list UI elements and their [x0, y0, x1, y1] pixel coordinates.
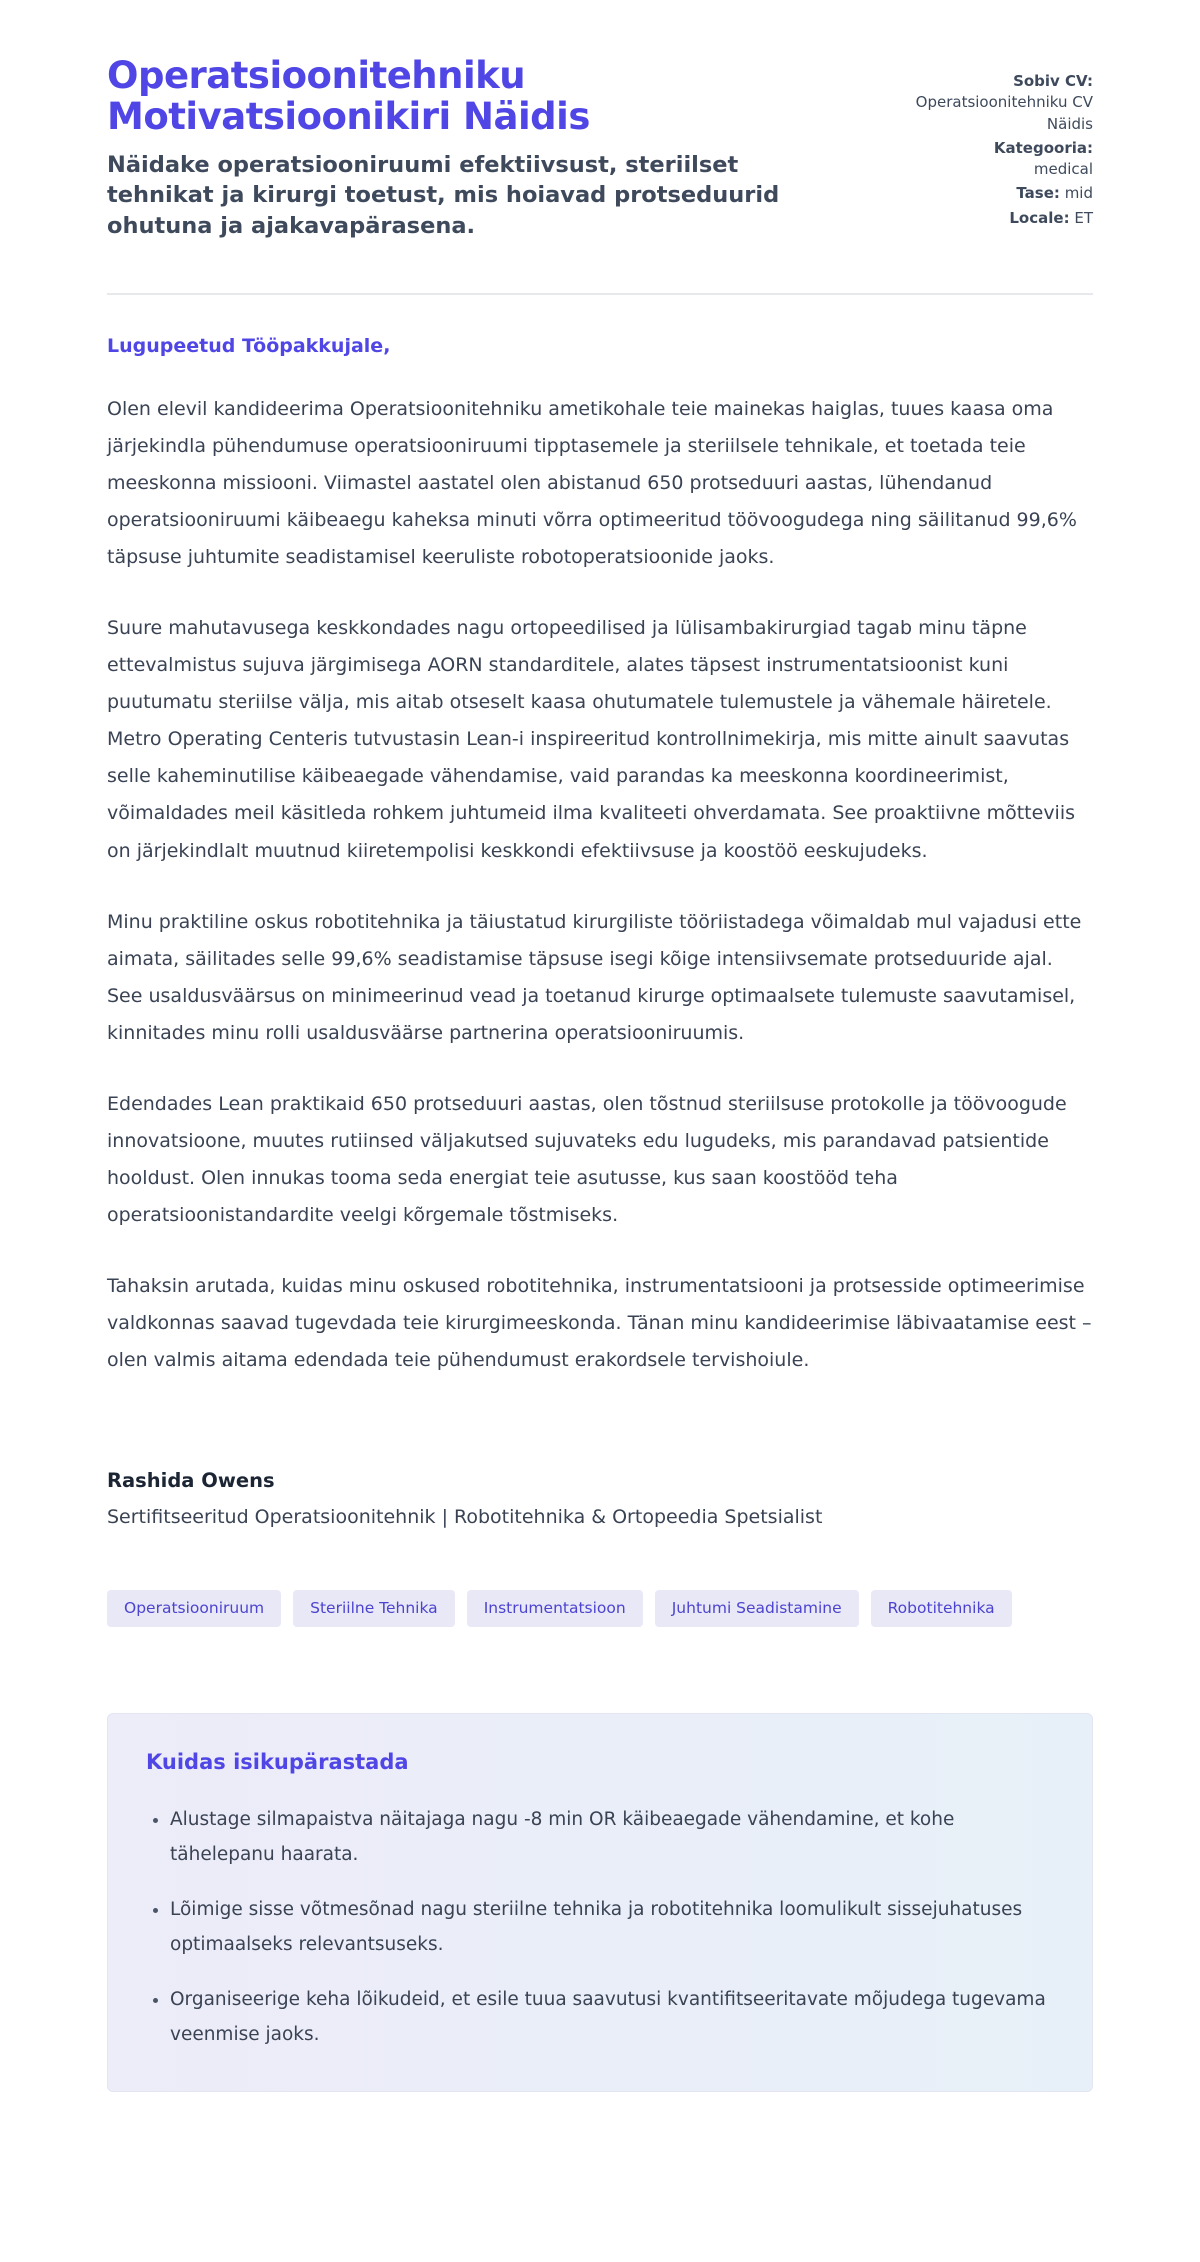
tag-chip[interactable]: Robotitehnika	[871, 1590, 1012, 1627]
meta-row-category	[913, 138, 1093, 181]
tag-chip[interactable]: Juhtumi Seadistamine	[655, 1590, 859, 1627]
tips-item: • Alustage silmapaistva näitajaga nagu -8 min OR käibeaegade vähendamine, et kohe tähelepanu haarata.	[170, 1802, 1054, 1872]
meta-row-locale	[913, 208, 1093, 229]
tips-item: • Organiseerige keha lõikudeid, et esile tuua saavutusi kvantifitseeritavate mõjudega tugevama veenmise jaoks.	[170, 1982, 1054, 2052]
tag-list	[107, 1590, 1093, 1627]
page-header	[107, 55, 1093, 241]
letter	[107, 335, 1093, 2092]
letter-paragraph: Minu praktiline oskus robotitehnika ja täiustatud kirurgiliste tööriistadega võimaldab mul vajadusi ette aimata, säilitades selle 99,6% seadistamise täpsuse isegi kõige intensiivsemate protseduuride ajal. See usaldusväärsus on minimeerinud vead ja toetanud kirurge optimaalsete tulemuste saavutamisel, kinnitades minu rolli usaldusväärse partnerina operatsiooniruumis.	[107, 910, 1082, 1044]
letter-paragraph: Tahaksin arutada, kuidas minu oskused robotitehnika, instrumentatsiooni ja protsesside optimeerimise valdkonnas saavad tugevdada teie kirurgimeeskonda. Tänan minu kandideerimise läbivaatamise eest – olen valmis aitama edendada teie pühendumust erakordsele tervishoiule.	[107, 1274, 1092, 1372]
page-title: Operatsioonitehniku Motivatsioonikiri Näidis	[107, 54, 590, 139]
meta-locale-label: Locale:	[1009, 208, 1070, 227]
page-subtitle: Näidake operatsiooniruumi efektiivsust, steriilset tehnikat ja kirurgi toetust, mis hoiavad protseduurid ohutuna ja ajakavapärasena.	[107, 151, 780, 239]
tips-heading: Kuidas isikupärastada	[146, 1749, 409, 1774]
tag-chip[interactable]: Operatsiooniruum	[107, 1590, 281, 1627]
tag-chip[interactable]: Instrumentatsioon	[467, 1590, 643, 1627]
letter-paragraph: Edendades Lean praktikaid 650 protseduuri aastas, olen tõstnud steriilsuse protokolle ja töövoogude innovatsioone, muutes rutiinsed väljakutsed sujuvateks edu lugudeks, mis parandavad patsientide hooldust. Olen innukas tooma seda energiat teie asutusse, kus saan koostööd teha operatsioonistandardite veelgi kõrgemale tõstmiseks.	[107, 1092, 1067, 1226]
letter-paragraph: Suure mahutavusega keskkondades nagu ortopeedilised ja lülisambakirurgiad tagab minu täpne ettevalmistus sujuva järgimisega AORN standarditele, alates täpsest instrumentatsioonist kuni puutumatu steriilse välja, mis aitab otseselt kaasa ohutumatele tulemustele ja vähemale häiretele. Metro Operating Centeris tutvustasin Lean-i inspireeritud kontrollnimekirja, mis mitte ainult saavutas selle kaheminutilise käibeaegade vähendamise, vaid parandas ka meeskonna koordineerimist, võimaldades meil käsitleda rohkem juhtumeid ilma kvaliteeti ohverdamata. See proaktiivne mõtteviis on järjekindlalt muutnud kiiretempolisi keskkondi efektiivsuse ja koostöö eeskujudeks.	[107, 617, 1076, 862]
signature-name: Rashida Owens	[107, 1469, 275, 1493]
letter-body	[107, 391, 1093, 1379]
meta-level-label: Tase:	[1016, 184, 1060, 203]
meta-cv-value: Operatsioonitehniku CV Näidis	[915, 93, 1093, 133]
personalization-tips-box	[107, 1713, 1093, 2092]
meta-category-label: Kategooria:	[993, 138, 1093, 157]
meta-locale-value: ET	[1074, 208, 1093, 227]
meta-row-cv	[913, 71, 1093, 135]
tips-item: • Lõimige sisse võtmesõnad nagu steriilne tehnika ja robotitehnika loomulikult sissejuhatuses optimaalseks relevantsuseks.	[170, 1892, 1054, 1962]
meta-row-level	[913, 183, 1093, 204]
letter-paragraph: Olen elevil kandideerima Operatsioonitehniku ametikohale teie mainekas haiglas, tuues kaasa oma järjekindla pühendumuse operatsiooniruumi tipptasemele ja steriilsele tehnikale, et toetada teie meeskonna missiooni. Viimastel aastatel olen abistanud 650 protseduuri aastas, lühendanud operatsiooniruumi käibeaegu kaheksa minuti võrra optimeeritud töövoogudega ning säilitanud 99,6% täpsuse juhtumite seadistamisel keeruliste robotoperatsioonide jaoks.	[107, 398, 1077, 569]
meta-panel	[913, 55, 1093, 241]
meta-category-value: medical	[1033, 160, 1093, 179]
header-title-block	[107, 55, 807, 241]
tips-list	[146, 1802, 1054, 2053]
meta-cv-label: Sobiv CV:	[1013, 72, 1093, 90]
signature-role: Sertifitseeritud Operatsioonitehnik | Robotitehnika & Ortopeedia Spetsialist	[107, 1506, 823, 1529]
tag-chip[interactable]: Steriilne Tehnika	[293, 1590, 455, 1627]
meta-level-value: mid	[1064, 184, 1093, 203]
header-divider	[107, 293, 1093, 295]
greeting: Lugupeetud Tööpakkujale,	[107, 335, 391, 357]
cover-letter-page	[107, 0, 1093, 2137]
